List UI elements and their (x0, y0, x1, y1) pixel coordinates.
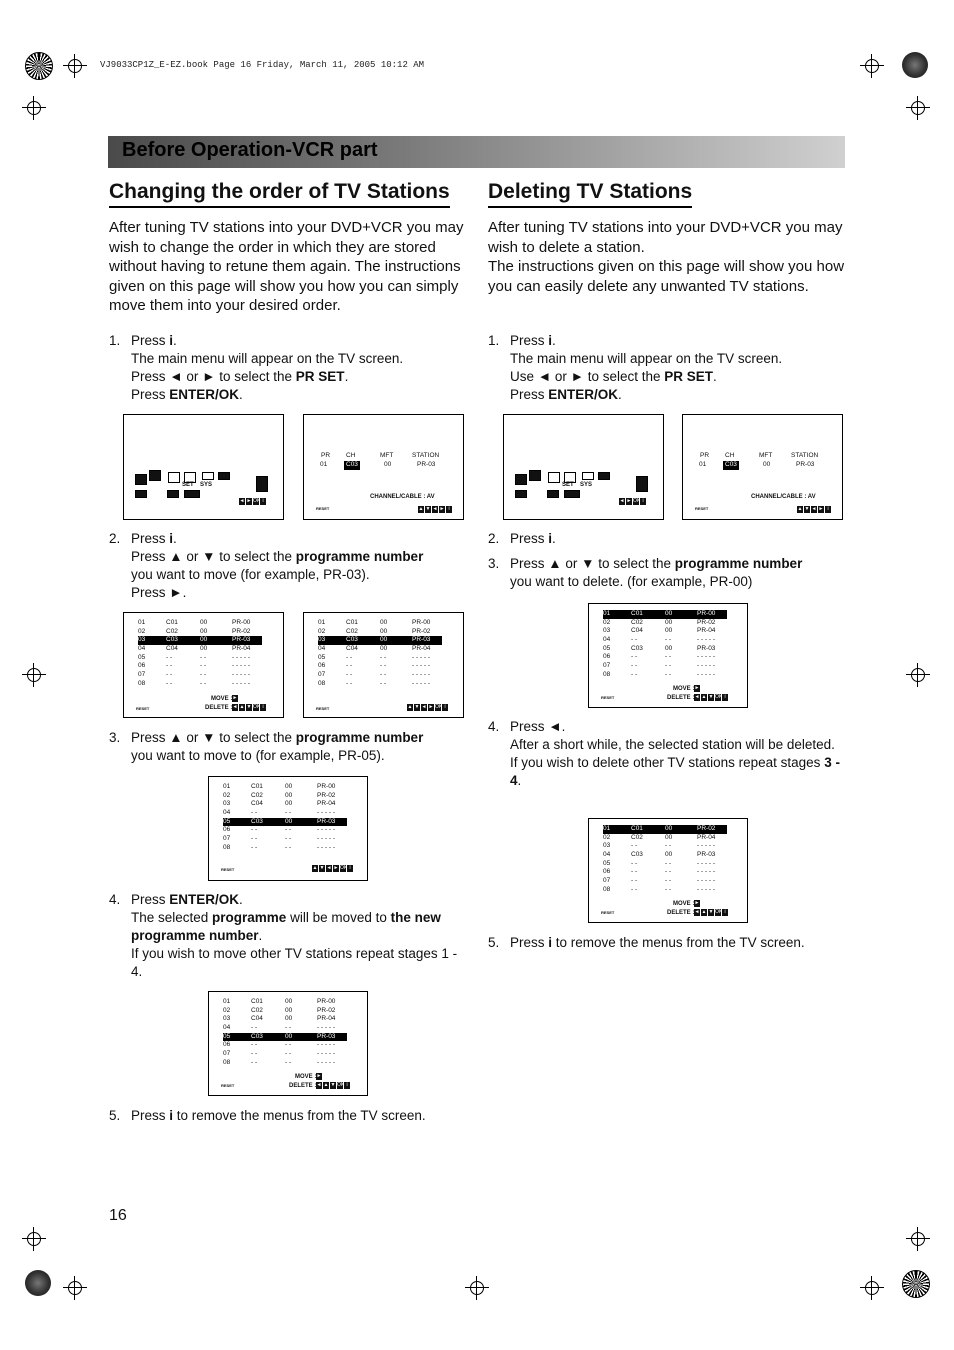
station-cell: - - - - - (232, 662, 251, 670)
registration-mark (22, 1227, 46, 1251)
station-cell: C01 (631, 825, 643, 832)
station-cell: 02 (603, 618, 611, 626)
left-intro: After tuning TV stations into your DVD+VCR you may wish to change the order in which they are stored without having to retune them again. The instructions given on this page will show you how you can simply move them into your desired order. (109, 219, 464, 314)
station-cell: - - (665, 842, 672, 850)
station-cell: - - (665, 885, 672, 893)
station-cell: 03 (603, 842, 611, 850)
station-cell: - - - - - (317, 843, 336, 851)
station-cell: 08 (138, 679, 146, 687)
station-cell: PR-03 (697, 644, 716, 652)
station-cell: 04 (223, 1024, 231, 1032)
station-cell: 06 (223, 826, 231, 834)
station-cell: - - - - - (317, 1024, 336, 1032)
station-row (318, 645, 442, 654)
station-row (318, 671, 442, 680)
station-cell: - - (631, 842, 638, 850)
station-cell: PR-02 (697, 618, 716, 626)
station-row (603, 671, 727, 680)
station-cell: PR-00 (412, 619, 431, 626)
station-cell: 06 (318, 662, 326, 670)
tv-screen-station-list: 01 C01 00 PR-00 02 C02 00 PR-02 03 C03 00 PR-03 04 C04 00 PR-04 05 - - - - - - - - - 06 - - - - - - - - - 07 - - - - - - - - - 08 - - - - - - - - - ▲ ▼ ◄ ► OK i RESET (303, 612, 464, 718)
station-cell: - - (251, 1050, 258, 1058)
station-cell: - - - - - (317, 1041, 336, 1049)
station-cell: C04 (251, 1015, 263, 1023)
station-cell: - - (251, 826, 258, 834)
station-cell: - - (380, 679, 387, 687)
station-cell: 06 (603, 868, 611, 876)
station-cell: 06 (603, 653, 611, 661)
station-cell: 08 (223, 1058, 231, 1066)
station-row (223, 1041, 347, 1050)
station-cell: - - (346, 671, 353, 679)
station-cell: - - (285, 843, 292, 851)
station-cell: - - - - - (232, 671, 251, 679)
station-row (318, 628, 442, 637)
tv-screen-station-list: 01 C01 00 PR-00 02 C02 00 PR-02 03 C04 00 PR-04 04 - - - - - - - - - 05 C03 00 PR-03 06 - - - - - - - - - 07 - - - - - - - - - 08 - - - - - - - - - MOVE : DELETE : ► ◄ ▲ ▼ OK i RESET (588, 603, 748, 708)
station-cell: 00 (285, 791, 293, 799)
station-cell: - - (380, 671, 387, 679)
station-cell: 04 (138, 645, 146, 653)
station-cell: 01 (138, 619, 146, 626)
station-cell: 01 (223, 998, 231, 1005)
right-step-1: 1. Press i. The main menu will appear on the TV screen. Use ◄ or ► to select the PR SET. Press ENTER/OK. (488, 333, 783, 402)
station-cell: - - - - - (697, 670, 716, 678)
station-row (138, 662, 262, 671)
station-cell: 06 (223, 1041, 231, 1049)
station-cell: 07 (138, 671, 146, 679)
page-number: 16 (109, 1207, 127, 1224)
registration-mark (63, 1276, 87, 1300)
station-row (138, 619, 262, 628)
station-cell: - - - - - (697, 885, 716, 893)
station-cell: - - (200, 653, 207, 661)
right-heading: Deleting TV Stations (488, 180, 692, 208)
station-cell: - - (631, 885, 638, 893)
station-cell: - - (631, 868, 638, 876)
station-cell: C04 (631, 627, 643, 635)
station-cell: - - - - - (697, 859, 716, 867)
station-row (318, 662, 442, 671)
station-cell: PR-00 (317, 783, 336, 790)
station-cell: - - - - - (697, 868, 716, 876)
station-cell: C02 (251, 1006, 263, 1014)
station-row (223, 826, 347, 835)
station-cell: 05 (603, 859, 611, 867)
station-cell: - - - - - (697, 842, 716, 850)
station-cell: - - - - - (317, 1050, 336, 1058)
station-cell: PR-02 (412, 627, 431, 635)
station-cell: 00 (665, 644, 673, 652)
left-step-3: 3. Press ▲ or ▼ to select the programme number you want to move to (for example, PR-05). (109, 730, 424, 763)
station-cell: 02 (318, 627, 326, 635)
station-row (138, 636, 262, 645)
station-cell: - - (285, 826, 292, 834)
station-cell: - - - - - (412, 679, 431, 687)
tv-screen-station-list: 01 C01 00 PR-00 02 C02 00 PR-02 03 C03 00 PR-03 04 C04 00 PR-04 05 - - - - - - - - - 06 - - - - - - - - - 07 - - - - - - - - - 08 - - - - - - - - - MOVE : DELETE : ► ◄ ▲ ▼ OK i RESET (123, 612, 284, 718)
station-row (223, 844, 347, 853)
station-row (223, 783, 347, 792)
station-cell: - - (285, 1041, 292, 1049)
station-cell: 00 (285, 1032, 293, 1040)
station-cell: 00 (380, 645, 388, 653)
left-step-5: 5. Press i to remove the menus from the TV screen. (109, 1108, 426, 1123)
tv-screen-pr-set: PR CH MFT STATION 01 C03 00 PR-03 CHANNEL/CABLE : AV RESET ▲ ▼ ◄ ► i (303, 414, 464, 520)
station-cell: - - (346, 679, 353, 687)
station-cell: PR-03 (412, 636, 431, 644)
station-cell: 07 (223, 1050, 231, 1058)
station-cell: - - - - - (317, 1058, 336, 1066)
station-cell: - - - - - (412, 671, 431, 679)
station-row (138, 671, 262, 680)
station-cell: 07 (603, 877, 611, 885)
station-cell: 08 (603, 670, 611, 678)
station-cell: PR-00 (697, 610, 716, 617)
station-cell: 04 (603, 851, 611, 859)
station-cell: - - (251, 843, 258, 851)
station-cell: C04 (166, 645, 178, 653)
station-cell: - - - - - (232, 653, 251, 661)
station-row (603, 619, 727, 628)
section-title: Before Operation-VCR part (122, 139, 378, 161)
station-cell: - - (166, 679, 173, 687)
station-row (223, 1024, 347, 1033)
station-cell: 00 (285, 1015, 293, 1023)
station-cell: - - (346, 662, 353, 670)
station-cell: - - (251, 1041, 258, 1049)
station-row (223, 1033, 347, 1042)
station-row (603, 842, 727, 851)
station-row (603, 886, 727, 895)
station-row (138, 628, 262, 637)
station-cell: 00 (200, 619, 208, 626)
station-row (603, 610, 727, 619)
station-row (603, 877, 727, 886)
station-cell: 07 (603, 662, 611, 670)
station-cell: 00 (665, 851, 673, 859)
station-cell: PR-00 (232, 619, 251, 626)
station-cell: - - (665, 859, 672, 867)
station-row (318, 680, 442, 689)
station-cell: 03 (138, 636, 146, 644)
station-cell: 07 (318, 671, 326, 679)
station-cell: C02 (346, 627, 358, 635)
registration-mark (860, 54, 884, 78)
station-cell: 01 (603, 825, 611, 832)
station-cell: 05 (138, 653, 146, 661)
station-cell: PR-04 (317, 800, 336, 808)
station-cell: PR-04 (697, 627, 716, 635)
station-cell: 00 (665, 627, 673, 635)
station-cell: - - - - - (412, 653, 431, 661)
station-cell: 00 (665, 618, 673, 626)
station-cell: - - - - - (697, 877, 716, 885)
station-row (223, 792, 347, 801)
station-row (223, 800, 347, 809)
station-row (603, 645, 727, 654)
station-cell: - - (166, 653, 173, 661)
station-cell: PR-04 (232, 645, 251, 653)
station-cell: - - - - - (232, 679, 251, 687)
right-step-3: 3. Press ▲ or ▼ to select the programme number you want to delete. (for example, PR-00) (488, 556, 803, 589)
station-cell: 02 (603, 833, 611, 841)
tv-screen-station-list: 01 C01 00 PR-02 02 C02 00 PR-04 03 - - - - - - - - - 04 C03 00 PR-03 05 - - - - - - - - - 06 - - - - - - - - - 07 - - - - - - - - - 08 - - - - - - - - - MOVE : DELETE : ► ◄ ▲ ▼ OK i RESET (588, 818, 748, 923)
station-cell: C03 (251, 1032, 263, 1040)
station-cell: 01 (603, 610, 611, 617)
station-cell: - - - - - (697, 653, 716, 661)
left-step-1: 1. Press i. The main menu will appear on the TV screen. Press ◄ or ► to select the PR SET. Press ENTER/OK. (109, 333, 404, 402)
station-row (603, 851, 727, 860)
station-cell: PR-04 (697, 833, 716, 841)
station-cell: C04 (346, 645, 358, 653)
station-row (603, 860, 727, 869)
station-row (603, 868, 727, 877)
station-cell: C01 (631, 610, 643, 617)
station-cell: C01 (251, 783, 263, 790)
station-cell: - - (665, 662, 672, 670)
station-cell: - - (631, 670, 638, 678)
tv-screen-station-list: 01 C01 00 PR-00 02 C02 00 PR-02 03 C04 00 PR-04 04 - - - - - - - - - 05 C03 00 PR-03 06 - - - - - - - - - 07 - - - - - - - - - 08 - - - - - - - - - ▲ ▼ ◄ ► OK i RESET (208, 776, 368, 881)
station-cell: C02 (631, 618, 643, 626)
station-cell: 00 (665, 610, 673, 617)
station-cell: - - (631, 877, 638, 885)
right-step-4: 4. Press ◄. After a short while, the selected station will be deleted. If you wish to delete other TV stations repeat stages 3 - 4. (488, 719, 840, 788)
right-intro: After tuning TV stations into your DVD+VCR you may wish to delete a station. The instructions given on this page will show you how you can easily delete any unwanted TV stations. (488, 219, 845, 295)
registration-mark (906, 663, 930, 687)
station-cell: C03 (251, 817, 263, 825)
station-cell: 00 (285, 783, 293, 790)
station-cell: C02 (166, 627, 178, 635)
station-cell: - - (200, 679, 207, 687)
station-cell: - - (200, 662, 207, 670)
station-cell: C02 (631, 833, 643, 841)
left-heading: Changing the order of TV Stations (109, 180, 450, 208)
station-cell: - - (631, 859, 638, 867)
station-cell: 03 (223, 1015, 231, 1023)
station-cell: 05 (223, 1032, 231, 1040)
station-cell: - - (631, 662, 638, 670)
tv-screen-main-menu: SET SYS ◄ ► OK i (123, 414, 284, 520)
gray-disk-mark (25, 1270, 51, 1296)
station-cell: - - (665, 636, 672, 644)
tv-screen-main-menu: SET SYS ◄ ► OK i (503, 414, 664, 520)
station-cell: - - (251, 835, 258, 843)
station-cell: 00 (285, 998, 293, 1005)
tv-screen-station-list: 01 C01 00 PR-00 02 C02 00 PR-02 03 C04 00 PR-04 04 - - - - - - - - - 05 C03 00 PR-03 06 - - - - - - - - - 07 - - - - - - - - - 08 - - - - - - - - - MOVE : DELETE : ► ◄ ▲ ▼ OK i RESET (208, 991, 368, 1096)
registration-mark (906, 96, 930, 120)
station-cell: - - (251, 1058, 258, 1066)
right-step-2: 2. Press i. (488, 531, 556, 546)
station-row (223, 818, 347, 827)
station-cell: 00 (285, 1006, 293, 1014)
station-cell: PR-03 (232, 636, 251, 644)
station-cell: 00 (665, 825, 673, 832)
station-cell: PR-03 (697, 851, 716, 859)
station-row (223, 998, 347, 1007)
station-cell: - - (380, 653, 387, 661)
station-cell: - - (251, 1024, 258, 1032)
station-cell: - - (346, 653, 353, 661)
station-cell: C01 (166, 619, 178, 626)
station-cell: 00 (665, 833, 673, 841)
station-row (318, 619, 442, 628)
station-cell: - - (285, 835, 292, 843)
station-cell: - - (665, 653, 672, 661)
station-cell: 00 (380, 627, 388, 635)
station-cell: 08 (223, 843, 231, 851)
registration-mark (63, 54, 87, 78)
station-cell: PR-04 (412, 645, 431, 653)
station-cell: 02 (138, 627, 146, 635)
station-cell: 04 (603, 636, 611, 644)
station-cell: PR-02 (317, 1006, 336, 1014)
station-row (223, 835, 347, 844)
station-cell: - - (631, 653, 638, 661)
station-cell: PR-03 (317, 1032, 336, 1040)
station-cell: 02 (223, 791, 231, 799)
station-cell: - - (285, 809, 292, 817)
station-cell: - - - - - (317, 826, 336, 834)
registration-mark (860, 1276, 884, 1300)
station-cell: PR-02 (232, 627, 251, 635)
station-cell: 01 (318, 619, 326, 626)
station-row (223, 1007, 347, 1016)
left-step-2: 2. Press i. Press ▲ or ▼ to select the programme number you want to move (for example, PR-03). Press ►. (109, 531, 424, 600)
color-wheel-mark (902, 1270, 930, 1298)
station-row (138, 654, 262, 663)
station-cell: 05 (603, 644, 611, 652)
station-cell: 04 (318, 645, 326, 653)
station-cell: 05 (318, 653, 326, 661)
station-cell: 05 (223, 817, 231, 825)
station-row (223, 1015, 347, 1024)
tv-screen-pr-set: PR CH MFT STATION 01 C03 00 PR-03 CHANNEL/CABLE : AV RESET ▲ ▼ ◄ ► i (682, 414, 843, 520)
station-cell: 00 (200, 627, 208, 635)
station-cell: 00 (380, 619, 388, 626)
station-cell: 07 (223, 835, 231, 843)
station-cell: 00 (200, 636, 208, 644)
registration-mark (22, 663, 46, 687)
station-cell: PR-04 (317, 1015, 336, 1023)
station-cell: 00 (285, 800, 293, 808)
station-row (223, 1059, 347, 1068)
station-cell: - - (665, 877, 672, 885)
station-cell: 01 (223, 783, 231, 790)
station-cell: 03 (223, 800, 231, 808)
station-cell: C03 (166, 636, 178, 644)
color-wheel-mark (25, 52, 53, 80)
registration-mark (22, 96, 46, 120)
gray-disk-mark (902, 52, 928, 78)
station-cell: - - - - - (697, 636, 716, 644)
station-cell: - - (166, 671, 173, 679)
station-cell: - - - - - (412, 662, 431, 670)
station-cell: - - - - - (697, 662, 716, 670)
station-row (318, 636, 442, 645)
station-cell: 04 (223, 809, 231, 817)
station-cell: 03 (318, 636, 326, 644)
station-cell: - - (631, 636, 638, 644)
station-cell: - - - - - (317, 809, 336, 817)
registration-mark (906, 1227, 930, 1251)
registration-mark (465, 1276, 489, 1300)
station-cell: C01 (251, 998, 263, 1005)
station-cell: C03 (346, 636, 358, 644)
station-cell: - - (665, 868, 672, 876)
file-header: VJ9033CP1Z_E-EZ.book Page 16 Friday, March 11, 2005 10:12 AM (100, 60, 425, 70)
station-cell: 00 (380, 636, 388, 644)
station-cell: - - (285, 1050, 292, 1058)
station-cell: PR-00 (317, 998, 336, 1005)
station-cell: C01 (346, 619, 358, 626)
station-cell: C04 (251, 800, 263, 808)
station-row (603, 662, 727, 671)
station-cell: 00 (285, 817, 293, 825)
station-row (223, 809, 347, 818)
station-cell: 03 (603, 627, 611, 635)
station-row (318, 654, 442, 663)
station-cell: C03 (631, 851, 643, 859)
station-row (603, 653, 727, 662)
station-row (223, 1050, 347, 1059)
station-cell: - - (285, 1024, 292, 1032)
left-step-4: 4. Press ENTER/OK. The selected programme will be moved to the new programme number. If you wish to move other TV stations repeat stages 1 - 4. (109, 892, 458, 979)
station-cell: - - (665, 670, 672, 678)
right-step-5: 5. Press i to remove the menus from the TV screen. (488, 935, 805, 950)
station-cell: C02 (251, 791, 263, 799)
station-cell: 06 (138, 662, 146, 670)
station-cell: - - (200, 671, 207, 679)
station-cell: 08 (318, 679, 326, 687)
station-cell: - - (251, 809, 258, 817)
station-row (603, 636, 727, 645)
station-cell: PR-03 (317, 817, 336, 825)
station-cell: C03 (631, 644, 643, 652)
station-row (603, 834, 727, 843)
station-cell: - - - - - (317, 835, 336, 843)
station-cell: PR-02 (317, 791, 336, 799)
station-cell: - - (380, 662, 387, 670)
station-cell: - - (166, 662, 173, 670)
station-cell: 02 (223, 1006, 231, 1014)
station-cell: - - (285, 1058, 292, 1066)
station-cell: 08 (603, 885, 611, 893)
station-row (138, 645, 262, 654)
station-cell: PR-02 (697, 825, 716, 832)
station-row (603, 825, 727, 834)
station-row (603, 627, 727, 636)
station-cell: 00 (200, 645, 208, 653)
station-row (138, 680, 262, 689)
